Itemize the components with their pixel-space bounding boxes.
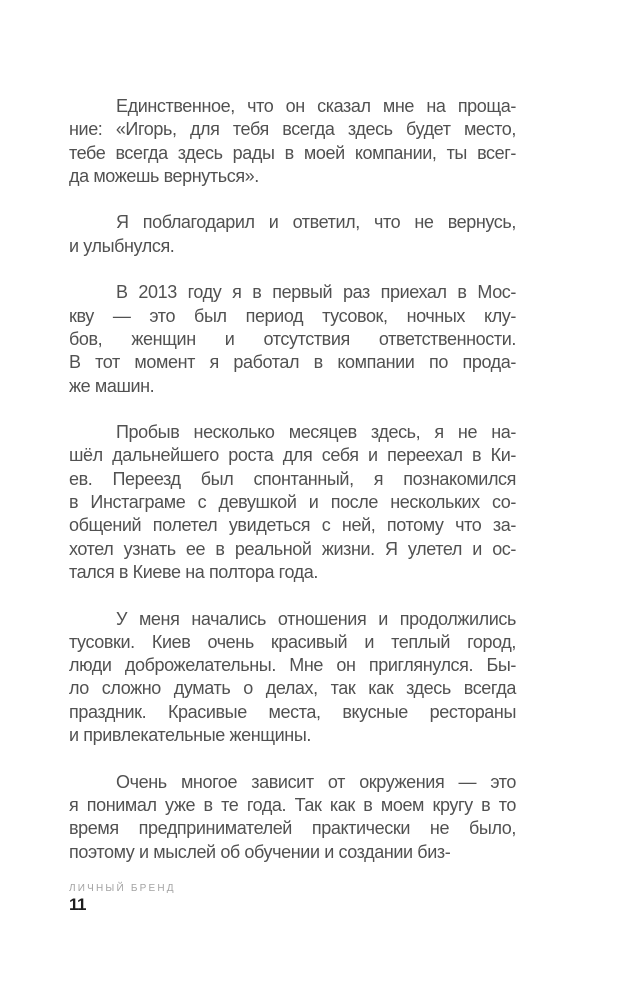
text-line: ние: «Игорь, для тебя всегда здесь будет место, [69, 119, 516, 140]
text-line: тусовки. Киев очень красивый и теплый город, [69, 631, 516, 652]
paragraph [69, 771, 516, 864]
text-line: Единственное, что он сказал мне на проща- [116, 96, 516, 116]
paragraph [69, 211, 516, 258]
text-line: ло сложно думать о делах, так как здесь всегда [69, 678, 516, 699]
paragraph [69, 281, 516, 397]
text-line: кву — это был период тусовок, ночных клу- [69, 305, 516, 326]
paragraph [69, 95, 516, 188]
text-line: В тот момент я работал в компании по прода- [69, 352, 516, 373]
text-line: тебе всегда здесь рады в моей компании, ты всег- [69, 142, 516, 163]
text-line: ев. Переезд был спонтанный, я познакомился [69, 468, 516, 489]
text-line: Очень многое зависит от окружения — это [116, 771, 516, 792]
page-number: 11 [69, 895, 86, 914]
text-line: Пробыв несколько месяцев здесь, я не на- [116, 422, 516, 443]
text-line: В 2013 году я в первый раз приехал в Мос- [116, 282, 516, 303]
text-line: тался в Киеве на полтора года. [69, 561, 318, 582]
text-block [69, 95, 516, 887]
running-title: ЛИЧНЫЙ БРЕНД [69, 883, 176, 894]
text-line: время предпринимателей практически не было, [69, 818, 516, 839]
text-line: же машин. [69, 375, 155, 396]
text-line: и привлекательные женщины. [69, 725, 311, 746]
text-line: и улыбнулся. [69, 235, 175, 256]
text-line: да можешь вернуться». [69, 165, 259, 186]
text-line: в Инстаграме с девушкой и после нескольких со- [69, 492, 516, 513]
text-line: люди доброжелательны. Мне он приглянулся. Бы- [69, 655, 516, 676]
text-line: бов, женщин и отсутствия ответственности. [69, 328, 516, 349]
text-line: Я поблагодарил и ответил, что не вернусь, [116, 212, 516, 233]
text-line: праздник. Красивые места, вкусные рестораны [69, 701, 516, 722]
text-line: хотел узнать ее в реальной жизни. Я улетел и ос- [69, 538, 516, 559]
text-line: шёл дальнейшего роста для себя и переехал в Ки- [69, 445, 516, 466]
text-line: общений полетел увидеться с ней, потому что за- [69, 515, 516, 536]
paragraph [69, 421, 516, 584]
paragraph [69, 608, 516, 748]
text-line: поэтому и мыслей об обучении и создании биз- [69, 841, 451, 862]
text-line: я понимал уже в те года. Так как в моем кругу в то [69, 794, 516, 815]
text-line: У меня начались отношения и продолжились [116, 608, 516, 629]
